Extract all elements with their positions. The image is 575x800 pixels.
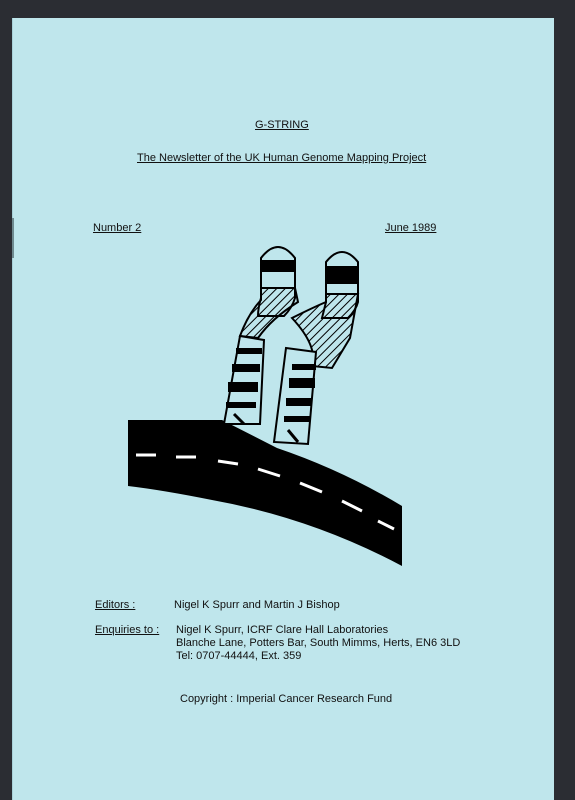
road <box>128 420 402 566</box>
enquiries-line2: Blanche Lane, Potters Bar, South Mimms, Herts, EN6 3LD <box>176 637 461 649</box>
issue-number: Number 2 <box>93 222 142 234</box>
editors-label: Editors : <box>95 599 136 611</box>
editors-value: Nigel K Spurr and Martin J Bishop <box>174 599 340 611</box>
newsletter-title: G-STRING <box>255 119 309 131</box>
enquiries-label: Enquiries to : <box>95 624 160 636</box>
chromosome-road-icon <box>12 18 554 800</box>
copyright-notice: Copyright : Imperial Cancer Research Fund <box>180 693 393 705</box>
enquiries-line3: Tel: 0707-44444, Ext. 359 <box>176 650 302 662</box>
newsletter-subtitle: The Newsletter of the UK Human Genome Mapping Project <box>137 152 427 164</box>
enquiries-line1: Nigel K Spurr, ICRF Clare Hall Laboratories <box>176 624 389 636</box>
newsletter-cover <box>12 18 554 800</box>
issue-date: June 1989 <box>385 222 437 234</box>
